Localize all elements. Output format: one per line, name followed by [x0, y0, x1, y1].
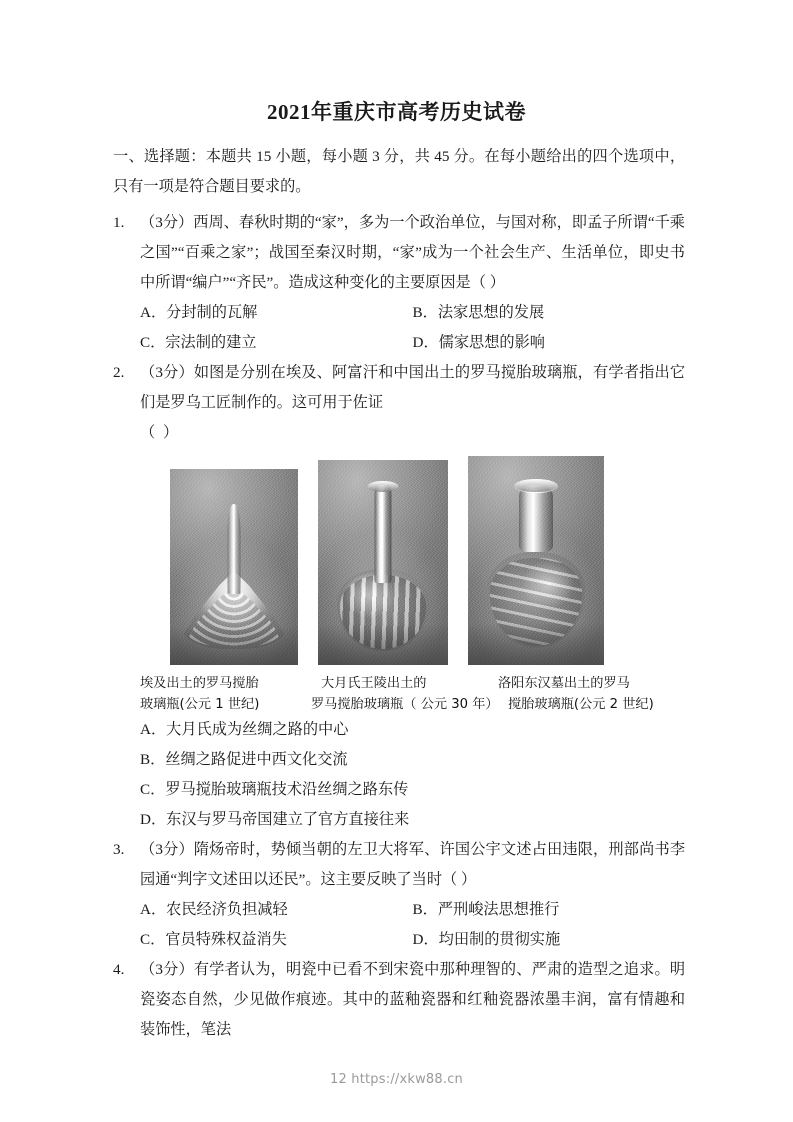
photo-floor-shadow [468, 623, 604, 665]
option-c-label: C． [140, 334, 166, 351]
photo-floor-shadow [170, 626, 298, 665]
option-b-text: 严刑峻法思想推行 [437, 901, 560, 918]
roman-glass-bottle-luoyang-photo [468, 456, 604, 665]
option-b-label: B． [140, 751, 166, 768]
question-1-stem-text: （3分）西周、春秋时期的“家”，多为一个政治单位，与国对称，即孟子所谓“千乘之国”“百乘之家”；战国至秦汉时期，“家”成为一个社会生产、生活单位，即史书中所谓“编户”“齐民”。造成这种变化的主要原因是（ ） [140, 214, 685, 291]
option-row [140, 925, 685, 955]
option-a[interactable] [140, 895, 413, 925]
question-2-stem-text: （3分）如图是分别在埃及、阿富汗和中国出土的罗马搅胎玻璃瓶，有学者指出它们是罗乌工匠制作的。这可用于佐证 [140, 364, 685, 411]
option-c[interactable] [140, 925, 413, 955]
option-b-text: 丝绸之路促进中西文化交流 [165, 751, 348, 768]
option-b[interactable] [140, 745, 685, 775]
option-a-text: 分封制的瓦解 [166, 304, 258, 321]
option-a-label: A． [140, 304, 167, 321]
figure-photo-row [170, 456, 685, 665]
page-title: 2021年重庆市高考历史试卷 [267, 100, 526, 124]
figure-caption-line-1 [140, 673, 685, 694]
question-3 [113, 835, 685, 955]
option-b[interactable] [413, 895, 686, 925]
question-2-stem [113, 358, 685, 418]
option-d[interactable] [413, 925, 686, 955]
caption-3-line-2: 搅胎玻璃瓶(公元 2 世纪) [508, 697, 654, 712]
question-2 [113, 358, 685, 835]
option-b-text: 法家思想的发展 [437, 304, 545, 321]
question-2-options [113, 715, 685, 835]
option-c-text: 官员特殊权益消失 [165, 931, 287, 948]
roman-glass-bottle-egypt-photo [170, 469, 298, 665]
question-2-figure [113, 456, 685, 665]
option-a[interactable] [140, 715, 685, 745]
option-b-label: B． [412, 901, 438, 918]
question-3-number: 3. [113, 841, 125, 858]
caption-1-line-2: 玻璃瓶(公元 1 世纪) [140, 697, 260, 712]
option-d[interactable] [413, 328, 686, 358]
option-row [140, 775, 685, 805]
question-1-options [113, 298, 685, 358]
figure-caption-line-2 [140, 694, 685, 715]
option-d-text: 儒家思想的影响 [438, 334, 545, 351]
option-a-text: 大月氏成为丝绸之路的中心 [166, 721, 349, 738]
option-row [140, 715, 685, 745]
question-4-number: 4. [113, 961, 125, 978]
option-a[interactable] [140, 298, 413, 328]
option-b-label: B． [412, 304, 438, 321]
question-4 [113, 955, 685, 1045]
option-d-text: 均田制的贯彻实施 [438, 931, 561, 948]
question-1-number: 1. [113, 214, 125, 231]
option-row [140, 745, 685, 775]
question-2-answer-paren: （ ） [140, 424, 181, 441]
question-1-stem [113, 208, 685, 298]
option-c[interactable] [140, 775, 685, 805]
option-row [140, 298, 685, 328]
option-d-text: 东汉与罗马帝国建立了官方直接往来 [166, 811, 410, 828]
question-3-options [113, 895, 685, 955]
question-4-stem [113, 955, 685, 1045]
caption-1-line-1: 埃及出土的罗马搅胎 [140, 676, 259, 691]
option-c-label: C． [140, 931, 166, 948]
page-footer-watermark: 12 https://xkw88.cn [330, 1072, 463, 1087]
caption-3-line-1: 洛阳东汉墓出土的罗马 [498, 676, 630, 691]
question-3-stem [113, 835, 685, 895]
photo-floor-shadow [318, 624, 448, 665]
question-1 [113, 208, 685, 358]
option-row [140, 328, 685, 358]
option-a-label: A． [140, 721, 167, 738]
caption-2-line-1: 大月氏王陵出土的 [321, 676, 427, 691]
option-row [140, 805, 685, 835]
option-d-label: D． [140, 811, 167, 828]
option-c-text: 罗马搅胎玻璃瓶技术沿丝绸之路东传 [165, 781, 409, 798]
option-c-text: 宗法制的建立 [165, 334, 257, 351]
option-row [140, 895, 685, 925]
option-c[interactable] [140, 328, 413, 358]
option-a-text: 农民经济负担减轻 [166, 901, 288, 918]
question-2-number: 2. [113, 364, 125, 381]
section-instruction: 一、选择题：本题共 15 小题，每小题 3 分，共 45 分。在每小题给出的四个选项中，只有一项是符合题目要求的。 [113, 148, 685, 195]
caption-2-line-2: 罗马搅胎玻璃瓶（ 公元 30 年） [311, 697, 499, 712]
option-d[interactable] [140, 805, 685, 835]
option-a-label: A． [140, 901, 167, 918]
option-d-label: D． [412, 334, 439, 351]
option-b[interactable] [413, 298, 686, 328]
paper-content [113, 142, 685, 1045]
option-d-label: D． [412, 931, 439, 948]
question-4-stem-text: （3分）有学者认为，明瓷中已看不到宋瓷中那种理智的、严肃的造型之追求。明瓷姿态自然，少见做作痕迹。其中的蓝釉瓷器和红釉瓷器浓墨丰润，富有情趣和装饰性，笔法 [140, 961, 685, 1038]
question-3-stem-text: （3分）隋炀帝时，势倾当朝的左卫大将军、许国公宇文述占田违限，刑部尚书李园通“判字文述田以还民”。这主要反映了当时（ ） [140, 841, 685, 888]
option-c-label: C． [140, 781, 166, 798]
roman-glass-bottle-yuezhi-photo [318, 460, 448, 665]
figure-captions [113, 673, 685, 715]
